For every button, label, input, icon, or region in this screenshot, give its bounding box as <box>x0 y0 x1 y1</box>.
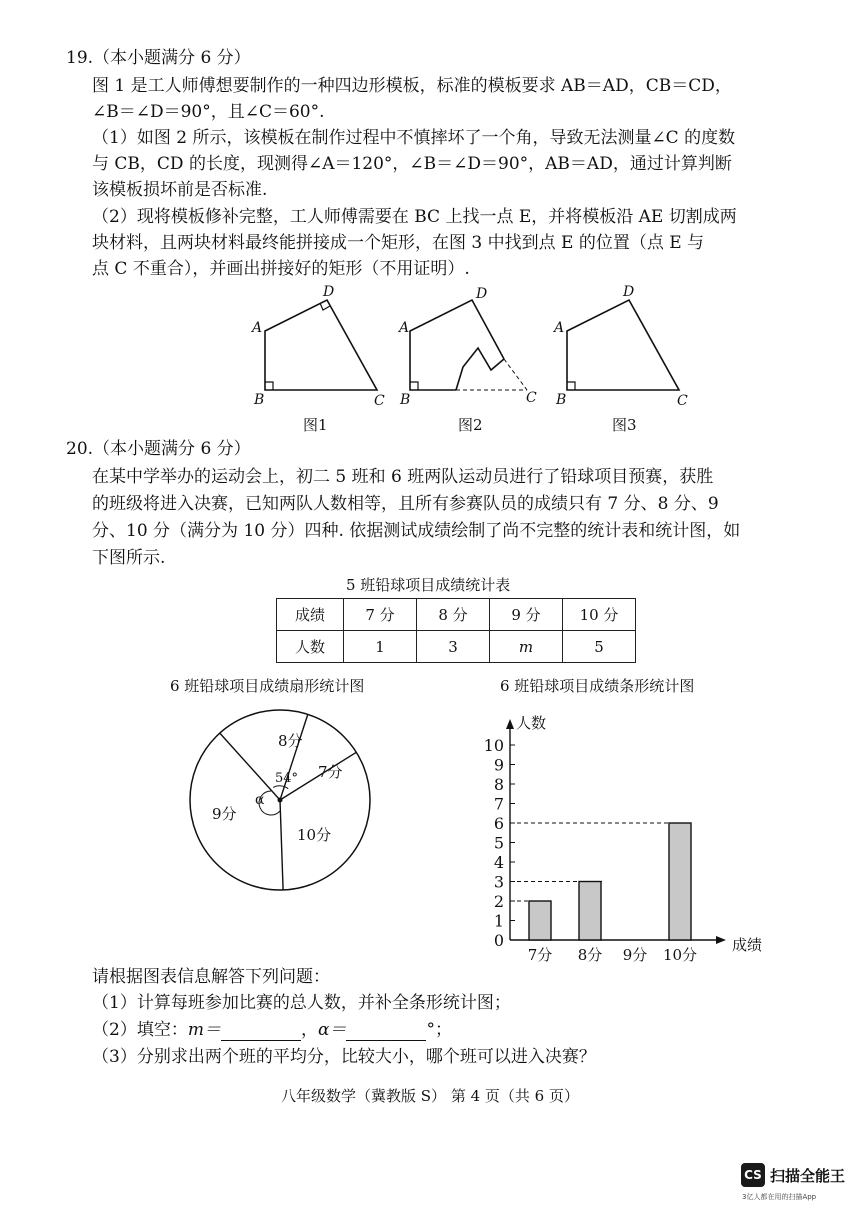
x-tick-label: 7分 <box>527 946 553 964</box>
fig1-label-a: A <box>252 320 263 336</box>
class5-score-table <box>276 598 636 663</box>
scanner-logo-icon: CS <box>741 1163 765 1187</box>
fig2-outline <box>410 300 504 390</box>
x-axis-label: 成绩 <box>732 936 763 954</box>
y-tick-label: 6 <box>493 814 504 833</box>
scanner-tagline: 3亿人都在用的扫描App <box>742 1193 817 1201</box>
sub2-sep: ， <box>300 1020 318 1040</box>
x-tick-label: 10分 <box>662 946 698 964</box>
bar-7分 <box>529 901 551 940</box>
y-tick-label: 7 <box>493 794 504 814</box>
q20-intro-line3: 分、10 分（满分为 10 分）四种. 依据测试成绩绘制了尚不完整的统计表和统计图，如 <box>92 521 741 541</box>
fig2-caption: 图2 <box>458 416 483 434</box>
fig2-right-angle-b <box>410 382 418 390</box>
fig2-label-c: C <box>526 390 537 406</box>
q19-part1-line2: 与 CB，CD 的长度，现测得∠A＝120°，∠B＝∠D＝90°，AB＝AD，通过计算判断 <box>92 154 732 174</box>
pie-label-54deg: 54° <box>275 771 299 786</box>
q20-header: 20.（本小题满分 6 分） <box>66 439 251 459</box>
sub2-prefix: （2）填空： <box>92 1020 188 1040</box>
x-tick-label: 8分 <box>577 946 603 964</box>
fig2-label-a: A <box>399 320 410 336</box>
q19-intro-line1: 图 1 是工人师傅想要制作的一种四边形模板，标准的模板要求 AB＝AD，CB＝CD， <box>92 76 732 96</box>
table-cell: 8 分 <box>417 599 490 631</box>
sub2-m-label: m＝ <box>187 1020 221 1040</box>
sub2-alpha-label: α＝ <box>317 1020 347 1040</box>
fig1-label-c: C <box>374 393 385 409</box>
table-cell: 9 分 <box>490 599 563 631</box>
fig3-caption: 图3 <box>612 416 637 434</box>
q19-intro-line2: ∠B＝∠D＝90°，且∠C＝60°. <box>92 102 325 122</box>
fig1-label-b: B <box>254 392 265 408</box>
fig2-label-b: B <box>400 392 411 408</box>
fig3-label-d: D <box>623 284 635 300</box>
table-cell: 成绩 <box>277 599 344 631</box>
q20-sub3: （3）分别求出两个班的平均分，比较大小，哪个班可以进入决赛？ <box>92 1047 596 1067</box>
pie-label-7: 7分 <box>318 763 343 781</box>
q19-header: 19.（本小题满分 6 分） <box>66 48 251 68</box>
table-row <box>277 631 636 663</box>
y-tick-label: 5 <box>493 833 504 853</box>
table-cell: 人数 <box>277 631 344 663</box>
figure-3 <box>550 282 695 407</box>
pie-sector-boundary <box>280 800 283 890</box>
answer-blank-alpha[interactable] <box>346 1024 426 1041</box>
table-cell: 5 <box>563 631 636 663</box>
fig2-dashed-dc <box>504 359 527 390</box>
q19-part1-line1: （1）如图 2 所示，该模板在制作过程中不慎摔坏了一个角，导致无法测量∠C 的度数 <box>92 128 736 148</box>
figure-1 <box>245 282 385 407</box>
q20-sub1: （1）计算每班参加比赛的总人数，并补全条形统计图； <box>92 993 511 1013</box>
table-cell: 1 <box>344 631 417 663</box>
q19-part2-line1: （2）现将模板修补完整，工人师傅需要在 BC 上找一点 E，并将模板沿 AE 切割成两 <box>92 207 737 227</box>
y-tick-label: 9 <box>493 755 504 775</box>
y-tick-label: 1 <box>493 911 504 931</box>
pie-sector-boundary <box>220 733 280 800</box>
fig2-broken-edge <box>456 348 504 390</box>
fig1-quadrilateral <box>265 300 377 390</box>
pie-chart <box>185 700 385 900</box>
bar-chart <box>470 690 770 970</box>
table-cell: m <box>490 631 563 663</box>
bar-8分 <box>579 882 601 941</box>
q20-intro-line4: 下图所示. <box>92 548 166 568</box>
y-tick-label: 3 <box>493 872 504 892</box>
pie-label-8: 8分 <box>278 732 303 750</box>
q20-intro-line1: 在某中学举办的运动会上，初二 5 班和 6 班两队运动员进行了铅球项目预赛，获胜 <box>92 467 714 487</box>
pie-center <box>278 798 283 803</box>
pie-chart-title: 6 班铅球项目成绩扇形统计图 <box>170 677 365 695</box>
fig3-label-c: C <box>677 393 688 409</box>
fig3-label-b: B <box>556 392 567 408</box>
y-tick-label: 8 <box>493 775 504 794</box>
bar-chart-title: 6 班铅球项目成绩条形统计图 <box>500 677 695 695</box>
y-axis-arrow-icon <box>506 719 514 729</box>
answer-blank-m[interactable] <box>221 1024 301 1041</box>
q20-intro-line2: 的班级将进入决赛，已知两队人数相等，且所有参赛队员的成绩只有 7 分、8 分、9 <box>92 494 719 514</box>
fig1-label-d: D <box>323 284 335 300</box>
fig3-right-angle-b <box>567 382 575 390</box>
q20-ask: 请根据图表信息解答下列问题： <box>92 967 330 987</box>
sub2-degree: °； <box>426 1020 452 1040</box>
fig2-label-d: D <box>476 286 488 302</box>
table-cell: 10 分 <box>563 599 636 631</box>
table-title: 5 班铅球项目成绩统计表 <box>346 576 511 594</box>
y-tick-label: 4 <box>493 853 504 872</box>
pie-sector-boundary <box>280 714 308 800</box>
table-row <box>277 599 636 631</box>
fig1-caption: 图1 <box>303 416 328 434</box>
y-tick-label: 2 <box>493 892 504 911</box>
y-tick-label: 0 <box>493 931 504 950</box>
bar-10分 <box>669 823 691 940</box>
y-tick-label: 10 <box>483 736 504 755</box>
figure-2 <box>395 282 545 407</box>
table-cell: 3 <box>417 631 490 663</box>
scanner-app-name: 扫描全能王 <box>770 1167 846 1185</box>
x-axis-arrow-icon <box>716 936 726 944</box>
pie-label-10: 10分 <box>297 826 332 844</box>
fig3-label-a: A <box>554 320 565 336</box>
fig1-right-angle-b <box>265 382 273 390</box>
pie-label-alpha: α <box>255 792 265 808</box>
x-tick-label: 9分 <box>622 946 648 964</box>
pie-angle-arc-54 <box>273 786 288 789</box>
q20-sub2 <box>92 1019 452 1041</box>
q19-part2-line2: 块材料，且两块材料最终能拼接成一个矩形，在图 3 中找到点 E 的位置（点 E 与 <box>92 233 705 253</box>
page-footer: 八年级数学（冀教版 S） 第 4 页（共 6 页） <box>281 1087 579 1105</box>
q19-part1-line3: 该模板损坏前是否标准. <box>92 180 268 200</box>
table-cell: 7 分 <box>344 599 417 631</box>
y-axis-label: 人数 <box>516 714 547 732</box>
q19-part2-line3: 点 C 不重合），并画出拼接好的矩形（不用证明）. <box>92 259 470 279</box>
pie-label-9: 9分 <box>212 805 237 823</box>
fig3-quadrilateral <box>567 300 679 390</box>
